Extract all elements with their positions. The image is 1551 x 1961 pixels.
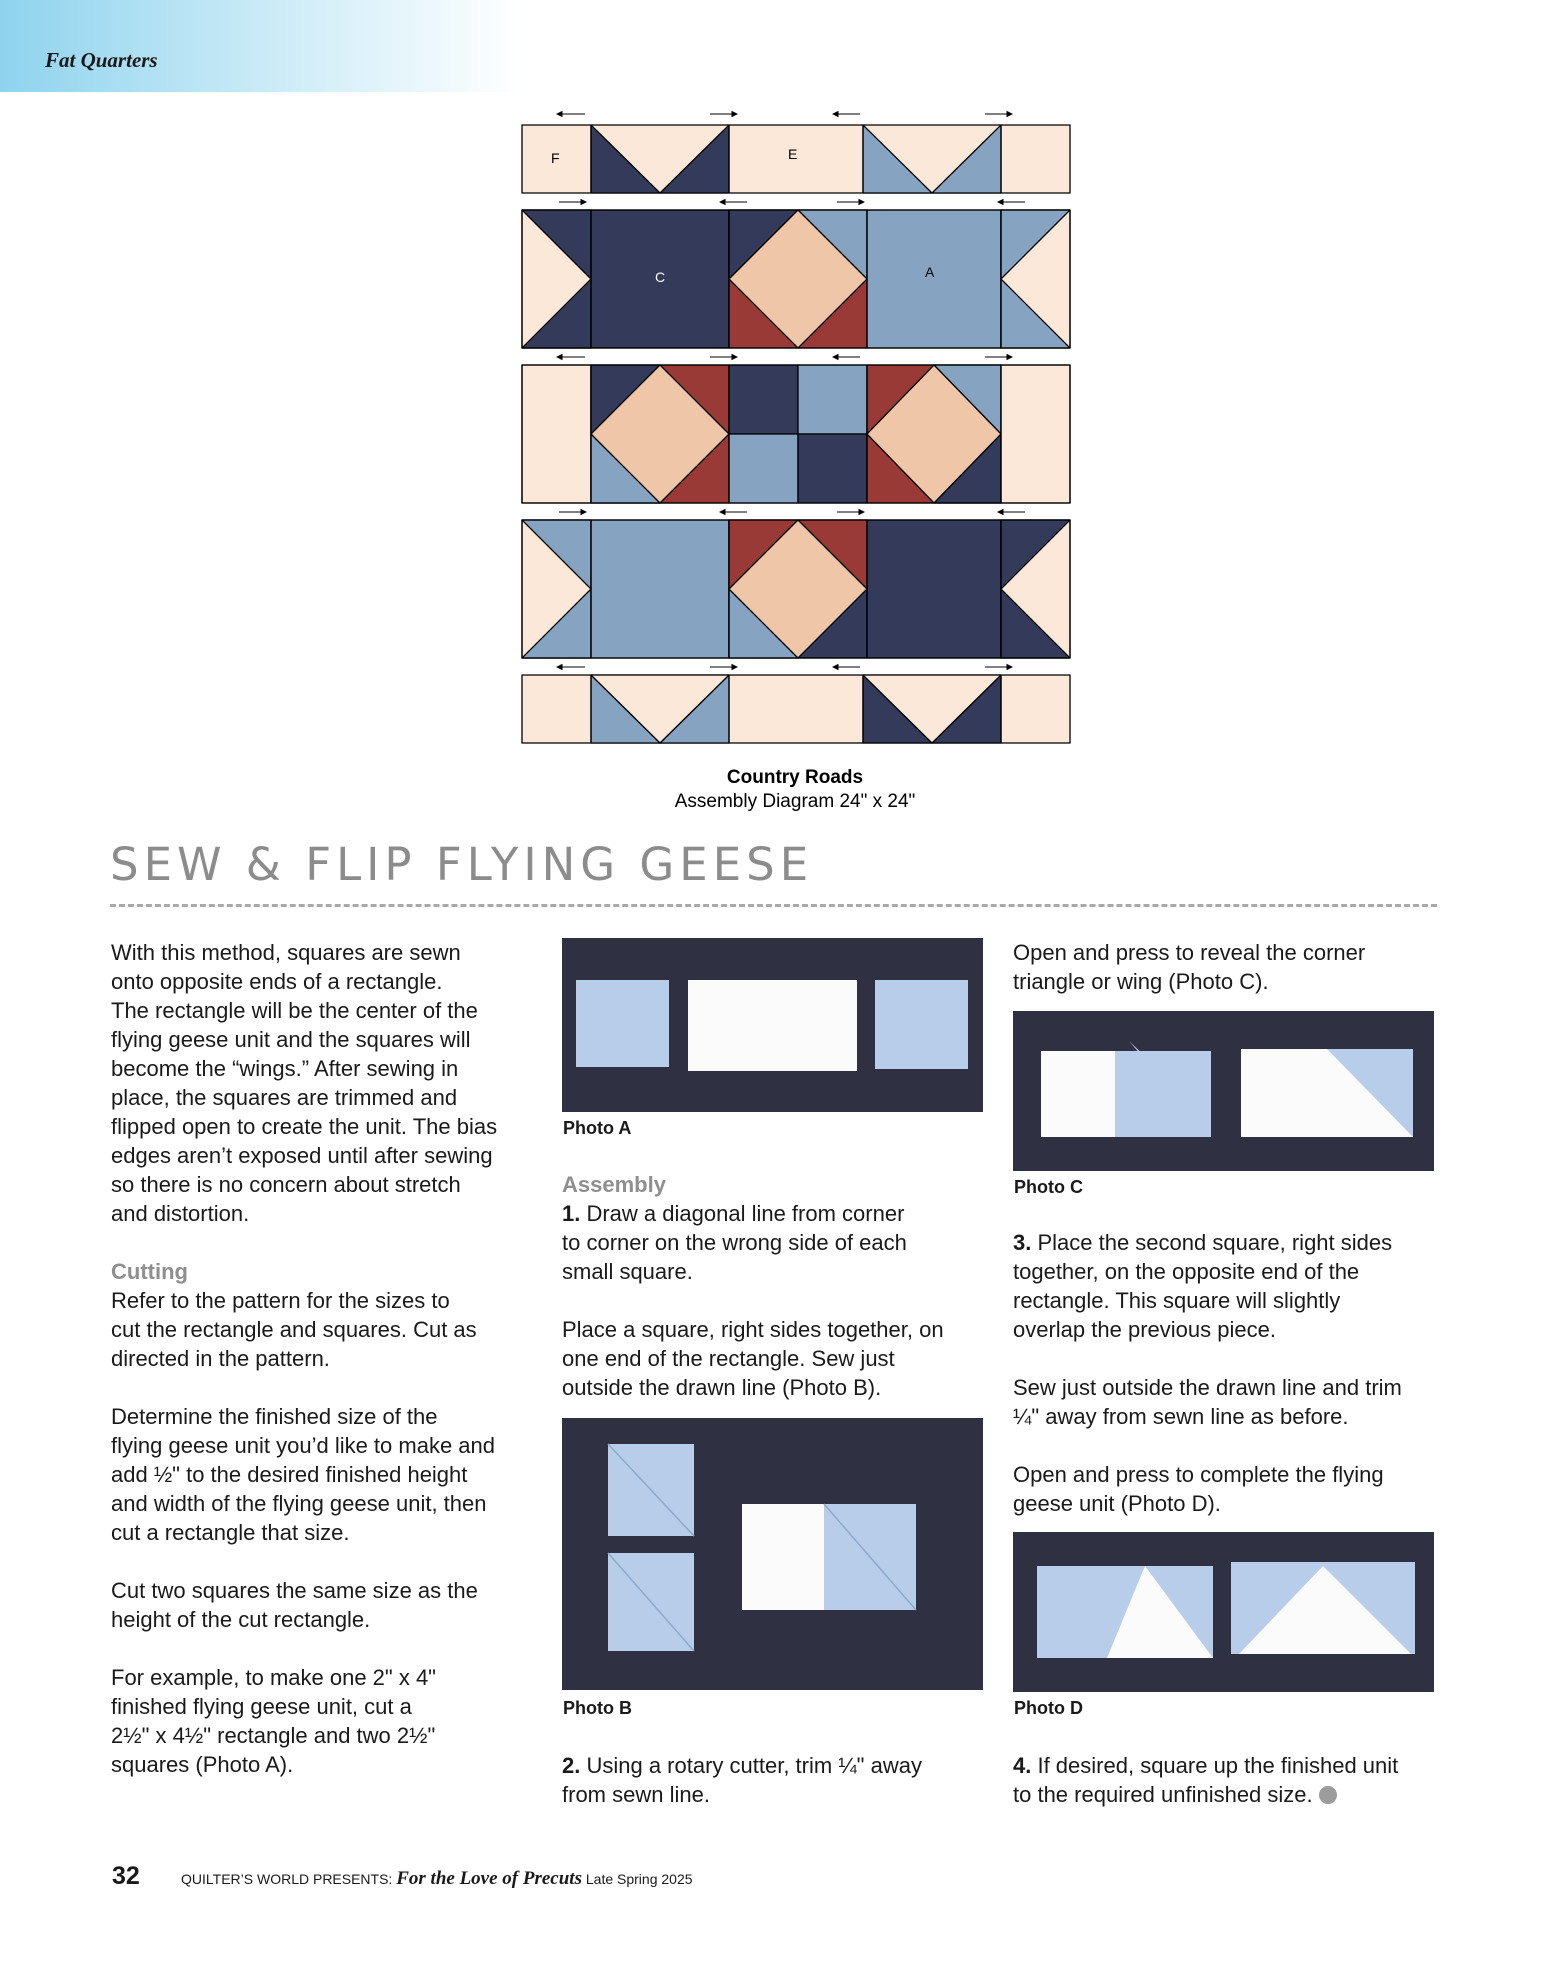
assembly-diagram: [515, 105, 1075, 755]
row-2: [522, 210, 1070, 348]
photo-b: [562, 1418, 983, 1690]
photo-c-label: Photo C: [1014, 1177, 1083, 1197]
dashed-divider: [110, 904, 1437, 907]
header-band: [0, 0, 520, 92]
photo-c: [1013, 1011, 1434, 1171]
diagram-title: Country Roads: [726, 767, 864, 788]
cutting-paragraph-4: For example, to make one 2" x 4" finished flying geese unit, cut a 2½" x 4½" rectangle and two 2½" squares (Photo A).: [111, 1665, 436, 1777]
footer-publication: [181, 1868, 693, 1890]
diagram-subtitle: Assembly Diagram 24" x 24": [674, 791, 916, 812]
column-1: [111, 938, 551, 1779]
step-1-number: 1.: [562, 1201, 581, 1226]
step-2: [562, 1751, 992, 1809]
quilt-diagram-svg: [515, 105, 1075, 755]
row-4: [522, 520, 1070, 658]
step-2-text: Using a rotary cutter, trim ¼" away from sewn line.: [562, 1753, 922, 1807]
label-f: F: [551, 150, 560, 166]
cutting-paragraph-2: Determine the finished size of the flying geese unit you’d like to make and add ½" to the desired finished height and width of the flying geese unit, then cut a rectangle that size.: [111, 1404, 496, 1545]
step-4: [1013, 1751, 1443, 1809]
label-a: A: [925, 264, 935, 280]
cutting-paragraph-1: Refer to the pattern for the sizes to cut the rectangle and squares. Cut as directed in the pattern.: [111, 1288, 477, 1371]
assembly-heading: Assembly: [562, 1172, 666, 1197]
photo-a: [562, 938, 983, 1112]
footer-issue: Late Spring 2025: [585, 1871, 693, 1887]
step-3b-text: Sew just outside the drawn line and trim ¼" away from sewn line as before.: [1013, 1375, 1402, 1429]
label-e: E: [788, 146, 798, 162]
article-heading: SEW & FLIP FLYING GEESE: [110, 838, 814, 891]
step-1b-text: Place a square, right sides together, on one end of the rectangle. Sew just outside the drawn line (Photo B).: [562, 1317, 944, 1400]
cutting-paragraph-3: Cut two squares the same size as the height of the cut rectangle.: [111, 1578, 478, 1632]
intro-paragraph: With this method, squares are sewn onto opposite ends of a rectangle. The rectangle will be the center of the flying geese unit and the squares will become the “wings.” After sewing in place, the squares are trimmed and flipped open to create the unit. The bias edges aren’t exposed until after sewing so there is no concern about stretch and distortion.: [111, 940, 498, 1226]
label-c: C: [655, 269, 666, 285]
photo-d-label: Photo D: [1014, 1698, 1083, 1718]
footer-magazine: For the Love of Precuts: [396, 1868, 582, 1889]
column-2: [562, 1170, 992, 1402]
cutting-heading: Cutting: [111, 1259, 188, 1284]
page-number: 32: [112, 1862, 140, 1890]
row-5-border: [522, 675, 1070, 743]
row-3: [522, 365, 1070, 503]
step-2-number: 2.: [562, 1753, 581, 1778]
step-4-text: If desired, square up the finished unit to the required unfinished size.: [1013, 1753, 1399, 1807]
column-3-top: [1013, 938, 1443, 996]
open-press-text: Open and press to reveal the corner triangle or wing (Photo C).: [1013, 940, 1366, 994]
column-3-mid: [1013, 1228, 1443, 1518]
step-1-text: Draw a diagonal line from corner to corner on the wrong side of each small square.: [562, 1201, 907, 1284]
footer-publisher: QUILTER’S WORLD PRESENTS:: [181, 1871, 393, 1887]
photo-a-label: Photo A: [563, 1118, 632, 1138]
end-mark-icon: [1319, 1786, 1337, 1804]
step-3c-text: Open and press to complete the flying geese unit (Photo D).: [1013, 1462, 1384, 1516]
photo-b-label: Photo B: [563, 1698, 632, 1718]
photo-d: [1013, 1532, 1434, 1692]
step-4-number: 4.: [1013, 1753, 1032, 1778]
section-name: Fat Quarters: [45, 48, 158, 72]
step-3-text: Place the second square, right sides together, on the opposite end of the rectangle. This square will slightly overlap the previous piece.: [1013, 1230, 1393, 1342]
step-3-number: 3.: [1013, 1230, 1032, 1255]
